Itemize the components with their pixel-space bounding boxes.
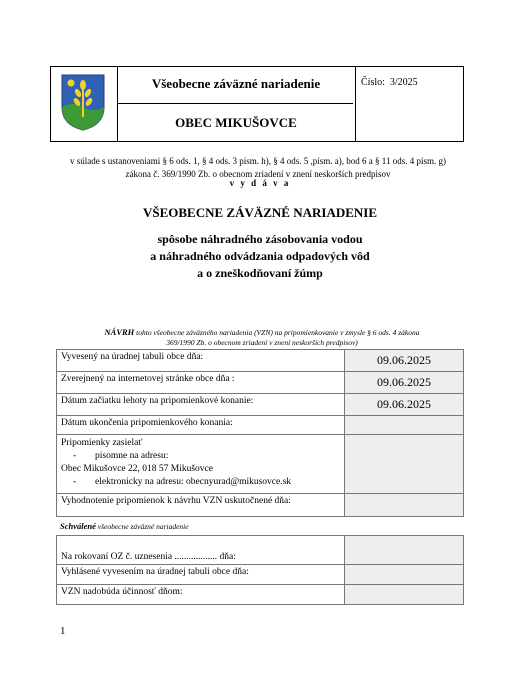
row-value: 09.06.2025 [345,372,464,394]
row-label: Na rokovaní OZ č. uznesenia .................. dňa: [57,536,345,565]
row-value [345,494,464,517]
draft-table [56,349,464,517]
municipal-crest-icon [59,73,107,131]
approved-note [60,521,189,531]
comments-cell: Pripomienky zasielat' - písomne na adresu: Obec Mikušovce 22, 018 57 Mikušovce - elektronicky na adresu: obecnyurad@mikusovce.sk [57,435,345,494]
comments-by-post: písomne na adresu: [95,451,169,461]
row-label: Dátum začiatku lehoty na pripomienkové konanie: [57,394,345,416]
approved-note-rest: všeobecne záväzné nariadenie [95,522,189,531]
comments-intro: Pripomienky zasielat' [61,438,143,448]
table-row [57,350,464,372]
row-value [345,435,464,494]
comments-address: Obec Mikušovce 22, 018 57 Mikušovce [61,464,213,474]
approved-table [56,535,464,605]
row-label: VZN nadobúda účinnosť dňom: [57,585,345,605]
draft-note [60,327,464,348]
row-label: Vyhodnotenie pripomienok k návrhu VZN uskutočnené dňa: [57,494,345,517]
row-label: Vyvesený na úradnej tabuli obce dňa: [57,350,345,372]
table-row [57,585,464,605]
number-label: Číslo: [361,77,385,88]
row-value: 09.06.2025 [345,350,464,372]
table-row [57,394,464,416]
number-value: 3/2025 [389,77,418,88]
table-row [57,494,464,517]
table-row [57,536,464,565]
document-type: Všeobecne záväzné nariadenie [151,76,321,91]
municipality-name: OBEC MIKUŠOVCE [175,115,297,130]
draft-note-line-1: tohto všeobecne záväzného nariadenia (VZN) na pripomienkovanie v zmysle § 6 ods. 4 zákona [134,328,420,337]
comments-by-email: elektronicky na adresu: obecnyurad@mikusovce.sk [95,477,292,487]
row-value: 09.06.2025 [345,394,464,416]
table-row [57,435,464,494]
draft-note-line-2: 369/1990 Zb. o obecnom zriadení v znení neskorších predpisov) [166,338,358,347]
table-row [57,565,464,585]
row-value [345,536,464,565]
subtitle-line-2: a náhradného odvádzania odpadových vôd [150,249,370,263]
page-number: 1 [60,625,66,637]
issues-text: v y d á v a [229,178,291,188]
subtitle-line-3: a o zneškodňovaní žúmp [197,266,323,280]
table-row [57,416,464,435]
row-value [345,565,464,585]
row-label: Vyhlásené vyvesením na úradnej tabuli obce dňa: [57,565,345,585]
row-value [345,585,464,605]
draft-note-bold: NÁVRH [104,327,135,337]
header-box [50,66,464,142]
row-label: Zverejnený na internetovej stránke obce dňa : [57,372,345,394]
page-title: VŠEOBECNE ZÁVÄZNÉ NARIADENIE [142,205,378,220]
document-number [361,77,418,88]
page-subtitle [0,231,520,282]
subtitle-line-1: spôsobe náhradného zásobovania vodou [157,232,363,246]
table-row [57,372,464,394]
legal-basis: v súlade s ustanoveniami § 6 ods. 1, § 4 ods. 3 písm. h), § 4 ods. 5 ,písm. a), bod 6 a § 11 ods. 4 písm. g) zákona č. 369/1990 Zb. o obecnom zriadení v znení neskorších predpisov [70,156,446,179]
row-label: Dátum ukončenia pripomienkového konania: [57,416,345,435]
row-value [345,416,464,435]
approved-note-bold: Schválené [60,521,96,531]
